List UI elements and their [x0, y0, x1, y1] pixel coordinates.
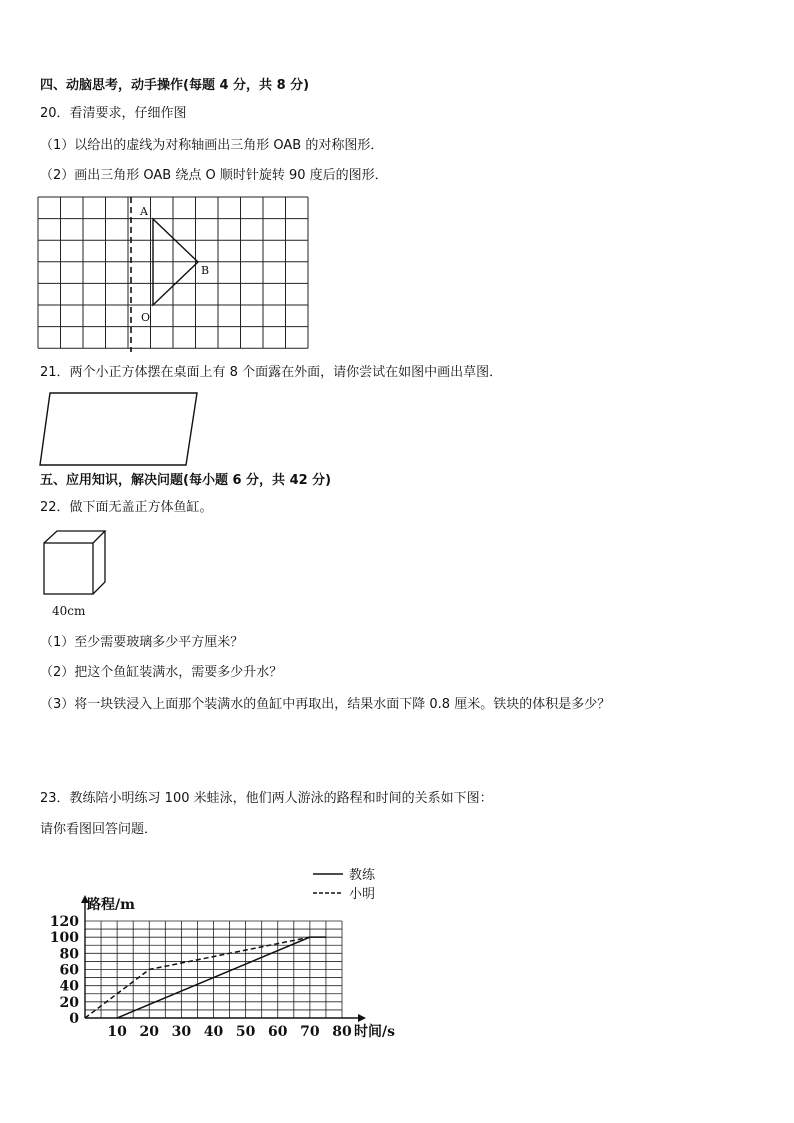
x-tick-label: 10 — [107, 1024, 127, 1040]
question-20-part-1: （1）以给出的虚线为对称轴画出三角形 OAB 的对称图形． — [40, 138, 384, 153]
cube-figure — [43, 530, 109, 596]
section-4-heading: 四、动脑思考，动手操作(每题 4 分，共 8 分) — [40, 78, 310, 93]
x-tick-label: 30 — [171, 1024, 192, 1040]
x-axis-label: 时间/s — [354, 1024, 395, 1040]
y-tick-label: 40 — [59, 978, 79, 995]
point-b-label: B — [201, 264, 210, 277]
question-22-title: 22．做下面无盖正方体鱼缸。 — [40, 500, 213, 515]
y-tick-label: 80 — [59, 946, 79, 963]
question-20-part-2: （2）画出三角形 OAB 绕点 O 顺时针旋转 90 度后的图形． — [40, 168, 388, 183]
distance-time-chart — [49, 858, 415, 1043]
y-tick-label: 120 — [49, 914, 79, 930]
question-20-title: 20．看清要求，仔细作图 — [40, 106, 187, 121]
x-tick-label: 50 — [235, 1024, 256, 1040]
x-tick-label: 40 — [203, 1024, 224, 1040]
y-tick-label: 20 — [59, 994, 79, 1011]
x-tick-label: 80 — [332, 1024, 352, 1040]
x-tick-label: 20 — [139, 1024, 159, 1040]
question-22-part-1: （1）至少需要玻璃多少平方厘米？ — [40, 635, 244, 650]
y-tick-label: 0 — [69, 1011, 79, 1027]
section-5-heading: 五、应用知识，解决问题(每小题 6 分，共 42 分) — [40, 473, 332, 488]
point-o-label: O — [141, 311, 151, 324]
symmetry-grid-figure — [38, 197, 314, 355]
y-axis-label: 路程/m — [87, 897, 135, 913]
parallelogram-drawing-area — [38, 391, 202, 467]
y-tick-label: 100 — [49, 930, 79, 947]
legend-label: 教练 — [349, 868, 376, 883]
question-23-title: 23．教练陪小明练习 100 米蛙泳，他们两人游泳的路程和时间的关系如下图： — [40, 791, 493, 806]
question-22-part-3: （3）将一块铁浸入上面那个装满水的鱼缸中再取出，结果水面下降 0.8 厘米。铁块的体积是多少？ — [40, 697, 611, 712]
x-axis-arrow — [358, 1014, 366, 1022]
question-23-subtitle: 请你看图回答问题． — [40, 822, 158, 837]
cube-edge-label: 40cm — [52, 604, 86, 618]
x-tick-label: 70 — [300, 1024, 320, 1040]
point-a-label: A — [140, 205, 148, 218]
legend-label: 小明 — [349, 887, 376, 902]
question-22-part-2: （2）把这个鱼缸装满水，需要多少升水？ — [40, 665, 283, 680]
y-tick-label: 60 — [59, 962, 79, 979]
question-21-title: 21．两个小正方体摆在桌面上有 8 个面露在外面，请你尝试在如图中画出草图． — [40, 365, 503, 380]
x-tick-label: 60 — [268, 1024, 288, 1040]
